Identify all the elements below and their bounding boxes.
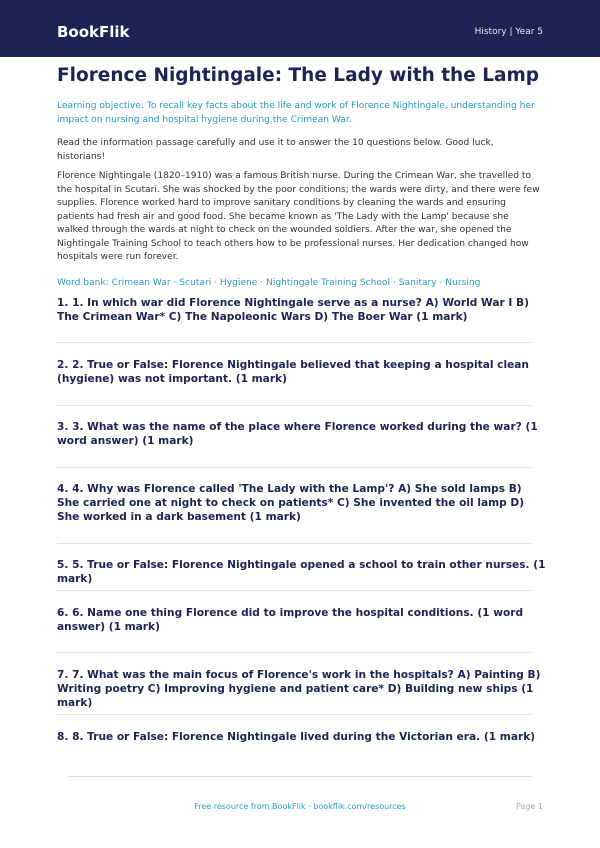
brand-logo[interactable]: BookFlik: [57, 23, 130, 41]
answer-line-1[interactable]: [57, 342, 531, 343]
learning-objective: Learning objective: To recall key facts about the life and work of Florence Nightingale, understanding her impact on nursing and hospital hygiene during the Crimean War.: [57, 101, 535, 125]
question-3: 3. 3. What was the name of the place where Florence worked during the war? (1 word answer) (1 mark): [57, 421, 538, 447]
page-number: Page 1: [516, 802, 543, 811]
answer-line-5[interactable]: [57, 590, 531, 591]
answer-line-3[interactable]: [57, 467, 531, 468]
intro-section: [57, 64, 543, 290]
question-6: 6. 6. Name one thing Florence did to improve the hospital conditions. (1 word answer) (1 mark): [57, 607, 524, 633]
instructions: Read the information passage carefully and use it to answer the 10 questions below. Good luck, historians!: [57, 138, 494, 162]
information-passage: Florence Nightingale (1820–1910) was a famous British nurse. During the Crimean War, she travelled to the hospital in Scutari. She was shocked by the poor conditions; the wards were dirty, and there were few supplies. Florence worked hard to improve sanitary conditions by cleaning the wards and ensuring patients had fresh air and good food. She became known as 'The Lady with the Lamp' because she walked through the wards at night to check on the wounded soldiers. After the war, she opened the Nightingale Training School to teach others how to be professional nurses. Her dedication changed how hospitals were run forever.: [57, 171, 540, 262]
word-bank: Word bank: Crimean War · Scutari · Hygiene · Nightingale Training School · Sanitary · Nursing: [57, 277, 481, 288]
question-4: 4. 4. Why was Florence called 'The Lady with the Lamp'? A) She sold lamps B) She carried one at night to check on patients* C) She invented the oil lamp D) She worked in a dark basement (1 mark): [57, 483, 525, 523]
question-7: 7. 7. What was the main focus of Florence's work in the hospitals? A) Painting B) Writing poetry C) Improving hygiene and patient care* D) Building new ships (1 mark): [57, 669, 541, 709]
footer-credit[interactable]: Free resource from BookFlik · bookflik.com/resources: [194, 802, 406, 811]
header-bar: [0, 0, 600, 57]
footer-divider: [68, 776, 532, 777]
question-5: 5. 5. True or False: Florence Nightingale opened a school to train other nurses. (1 mark): [57, 559, 546, 585]
page-title: Florence Nightingale: The Lady with the Lamp: [57, 65, 540, 86]
answer-line-6[interactable]: [57, 652, 531, 653]
subject-year-label: History | Year 5: [474, 27, 543, 37]
answer-line-7[interactable]: [57, 714, 531, 715]
answer-line-2[interactable]: [57, 405, 531, 406]
question-1: 1. 1. In which war did Florence Nightingale serve as a nurse? A) World War I B) The Crimean War* C) The Napoleonic Wars D) The Boer War (1 mark): [57, 297, 529, 323]
question-2: 2. 2. True or False: Florence Nightingale believed that keeping a hospital clean (hygiene) was not important. (1 mark): [57, 359, 529, 385]
answer-line-4[interactable]: [57, 543, 531, 544]
question-8: 8. 8. True or False: Florence Nightingale lived during the Victorian era. (1 mark): [57, 731, 536, 743]
